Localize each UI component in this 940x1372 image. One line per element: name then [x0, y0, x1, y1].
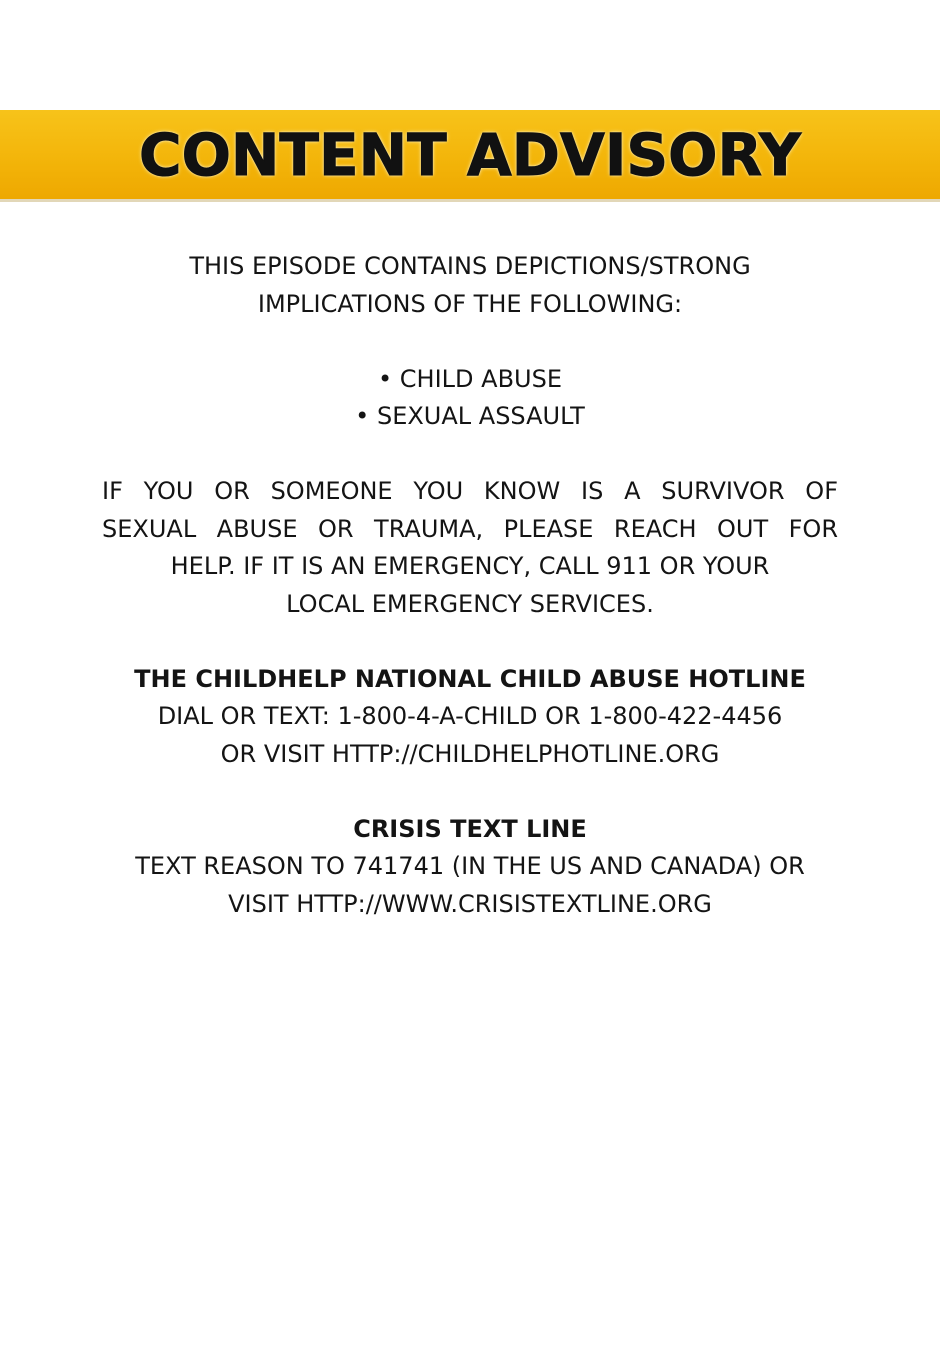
help-paragraph	[102, 473, 838, 623]
warning-item: • SEXUAL ASSAULT	[355, 402, 585, 430]
crisis-section	[60, 811, 880, 924]
intro-line: THIS EPISODE CONTAINS DEPICTIONS/STRONG	[189, 252, 751, 280]
help-line: IF YOU OR SOMEONE YOU KNOW IS A SURVIVOR OF	[102, 477, 838, 505]
help-line: HELP. IF IT IS AN EMERGENCY, CALL 911 OR YOUR	[170, 552, 770, 580]
crisis-heading: CRISIS TEXT LINE	[353, 814, 587, 843]
childhelp-contact: DIAL OR TEXT: 1-800-4-A-CHILD OR 1-800-422-4456	[157, 702, 783, 730]
intro-section	[60, 248, 880, 323]
advisory-content	[60, 248, 880, 923]
crisis-link: VISIT HTTP://WWW.CRISISTEXTLINE.ORG	[228, 889, 712, 918]
crisis-contact: TEXT REASON TO 741741 (IN THE US AND CANADA) OR	[135, 852, 805, 880]
childhelp-heading: THE CHILDHELP NATIONAL CHILD ABUSE HOTLINE	[134, 664, 806, 693]
advisory-banner	[0, 110, 940, 202]
childhelp-link: OR VISIT HTTP://CHILDHELPHOTLINE.ORG	[220, 739, 720, 768]
warning-list	[60, 361, 880, 436]
childhelp-section	[60, 661, 880, 774]
intro-line: IMPLICATIONS OF THE FOLLOWING:	[257, 289, 683, 318]
page-title: CONTENT ADVISORY	[139, 121, 801, 189]
help-line: LOCAL EMERGENCY SERVICES.	[286, 589, 654, 618]
help-line: SEXUAL ABUSE OR TRAUMA, PLEASE REACH OUT FOR	[102, 514, 838, 543]
warning-item: • CHILD ABUSE	[378, 364, 562, 393]
